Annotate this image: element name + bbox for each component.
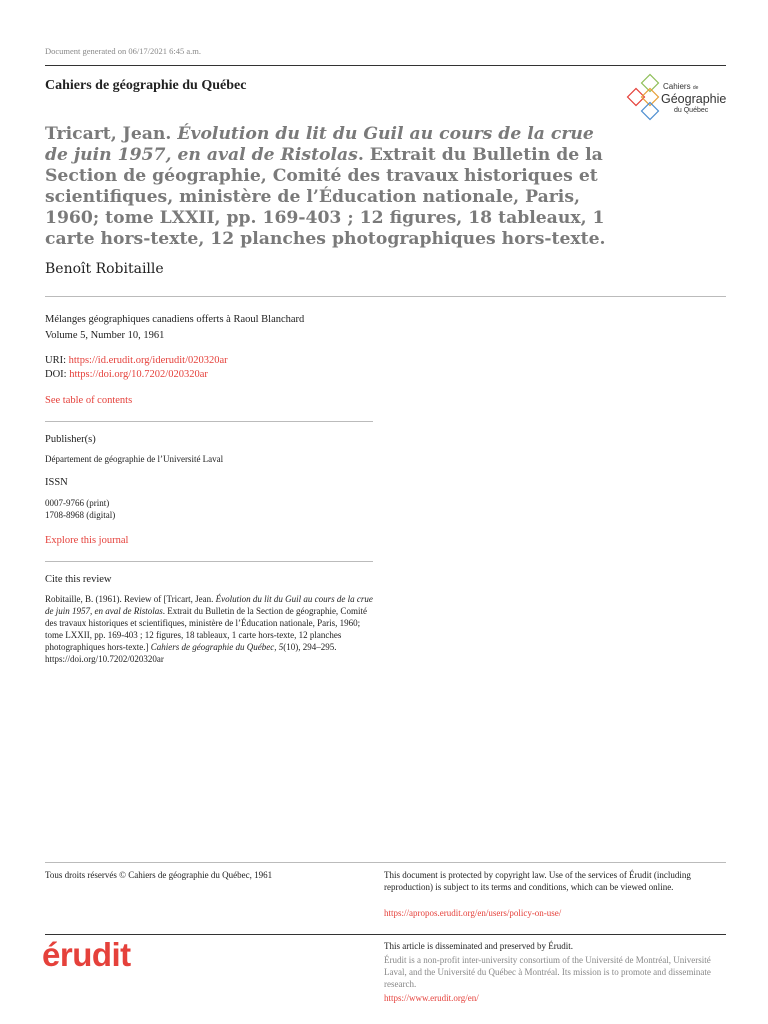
cite-italic: Cahiers de géographie du Québec <box>150 642 275 652</box>
logo-line3: du Québec <box>674 107 709 114</box>
footer-divider <box>45 862 726 863</box>
publisher-name: Département de géographie de l’Université Laval <box>45 454 224 464</box>
erudit-link[interactable]: https://www.erudit.org/en/ <box>384 993 479 1003</box>
doi-line <box>45 368 208 382</box>
explore-journal-link[interactable]: Explore this journal <box>45 535 129 546</box>
policy-link[interactable]: https://apropos.erudit.org/en/users/policy-on-use/ <box>384 908 562 918</box>
table-of-contents-link[interactable]: See table of contents <box>45 395 133 406</box>
citation-text <box>45 593 378 665</box>
disseminated-text: This article is disseminated and preserved by Érudit. <box>384 941 573 951</box>
logo-line2: Géographie <box>661 92 727 106</box>
consortium-text: Érudit is a non-profit inter-university consortium of the Université de Montréal, Université Laval, and the Université du Québec à Montréal. Its mission is to promote and disseminate research. <box>384 955 711 989</box>
uri-label: URI: <box>45 355 69 366</box>
cite-italic: 5 <box>278 642 284 652</box>
doi-label: DOI: <box>45 369 70 380</box>
doi-link[interactable]: https://doi.org/10.7202/020320ar <box>69 369 208 380</box>
volume-info: Volume 5, Number 10, 1961 <box>45 330 165 341</box>
cite-italic: Évolution du lit du Guil au cours de la crue de juin 1957, en aval de Ristolas <box>45 594 373 616</box>
title-italic: Évolution du lit du Guil au cours de la crue de juin 1957, en aval de Ristolas <box>45 124 594 165</box>
footer-divider-dark <box>45 934 726 935</box>
cite-part: Robitaille, B. (1961). Review of [Tricart, Jean. <box>45 594 216 604</box>
section-divider <box>45 421 373 422</box>
reviewer-name: Benoît Robitaille <box>45 261 164 277</box>
section-divider <box>45 561 373 562</box>
logo-line1: Cahiers <box>663 82 691 91</box>
erudit-logo: érudit <box>42 936 131 973</box>
cite-part: , <box>274 642 279 652</box>
title-rest: . Extrait du Bulletin de la Section de géographie, Comité des travaux historiques et scientifiques, ministère de l’Éducation nationale, Paris, 1960; tome LXXII, pp. 169-403 ; 12 figures, 18 tableaux, 1 carte hors-texte, 12 planches photographiques hors-texte. <box>45 145 606 249</box>
title-author: Tricart, Jean. <box>45 124 178 144</box>
uri-line <box>45 354 228 368</box>
journal-logo <box>624 73 728 127</box>
issn-print: 0007-9766 (print) <box>45 498 110 508</box>
collection-title: Mélanges géographiques canadiens offerts à Raoul Blanchard <box>45 314 305 325</box>
rights-text: Tous droits réservés © Cahiers de géographie du Québec, 1961 <box>45 870 273 880</box>
logo-line1b: de <box>692 85 699 91</box>
issn-heading: ISSN <box>45 477 68 488</box>
cite-part: . Extrait du Bulletin de la Section de géographie, Comité des travaux historiques et scientifiques, ministère de l’Éducation nationale, Paris, 1960; tome LXXII, pp. 169-403 ; 12 figures, 18 tableaux, 1 carte hors-texte, 12 planches photographiques hors-texte.] <box>45 606 367 652</box>
header-divider <box>45 296 726 297</box>
copyright-notice: This document is protected by copyright law. Use of the services of Érudit (including reproduction) is subject to its terms and conditions, which can be viewed online. <box>384 870 691 892</box>
issn-digital: 1708-8968 (digital) <box>45 510 116 520</box>
publisher-heading: Publisher(s) <box>45 434 96 445</box>
cite-heading: Cite this review <box>45 574 112 585</box>
article-title <box>45 124 615 250</box>
cite-part: (10), 294–295. https://doi.org/10.7202/020320ar <box>45 642 337 664</box>
generated-date: Document generated on 06/17/2021 6:45 a.m. <box>45 46 202 56</box>
uri-link[interactable]: https://id.erudit.org/iderudit/020320ar <box>68 355 228 366</box>
top-divider <box>45 65 726 66</box>
journal-title: Cahiers de géographie du Québec <box>45 78 247 93</box>
